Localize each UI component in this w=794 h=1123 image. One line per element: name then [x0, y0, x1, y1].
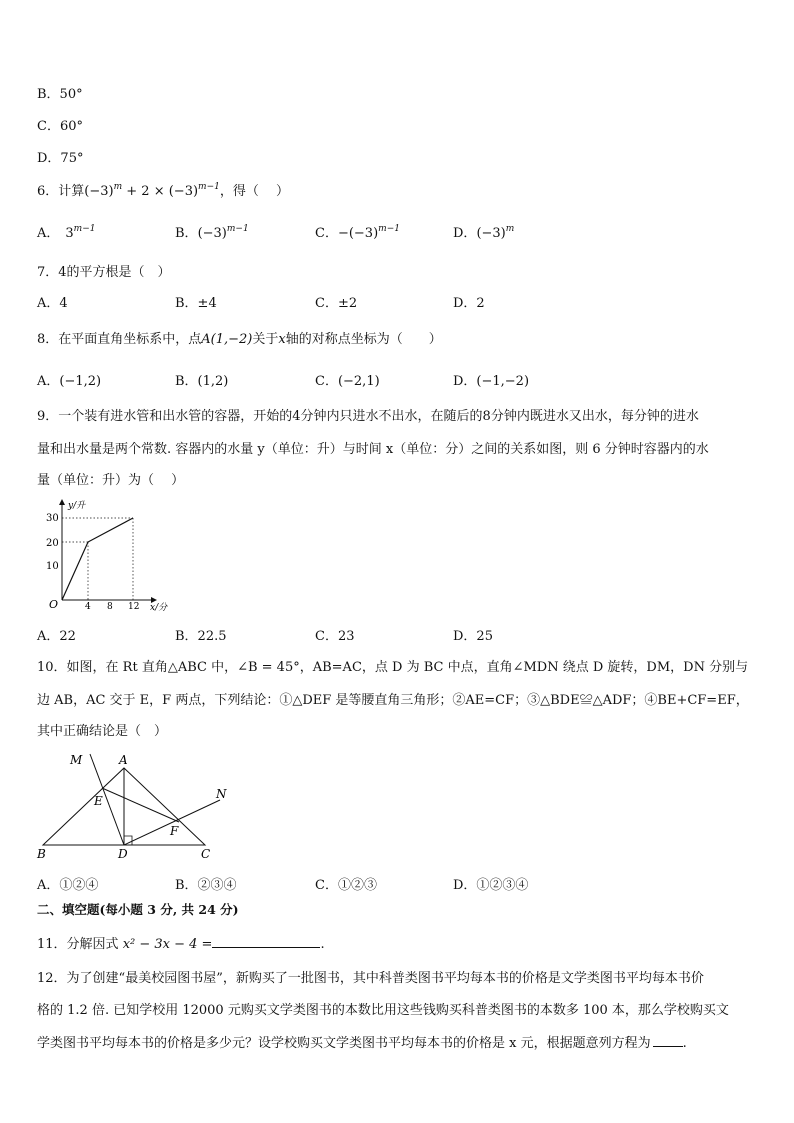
q12-line-3-text: 学类图书平均每本书的价格是多少元？设学校购买文学类图书平均每本书的价格是 x 元，根据题意列方程为 — [37, 1036, 651, 1051]
q8-option-c: C．(−2,1) — [315, 374, 380, 389]
label-e: E — [94, 794, 103, 808]
q11-suffix: . — [320, 937, 325, 952]
question-6 — [37, 180, 289, 199]
q8-mid: 关于 — [252, 332, 279, 347]
q6-option-a-label: A． — [37, 226, 60, 241]
q6-sup-a: m — [113, 182, 123, 192]
q9-ytick-30: 30 — [46, 513, 59, 524]
question-12-line-2: 格的 1.2 倍. 已知学校用 12000 元购买文学类图书的本数比用这些钱购买科普类图书的本数多 100 本，那么学校购买文 — [37, 1003, 729, 1018]
q9-ytick-10: 10 — [46, 561, 59, 572]
label-a: A — [119, 753, 128, 767]
label-b: B — [37, 847, 46, 861]
q6-expr-a: (−3) — [84, 184, 114, 199]
q9-ytick-20: 20 — [46, 538, 59, 549]
q6-option-b-sup: m−1 — [226, 224, 249, 234]
question-10-line-3: 其中正确结论是（ ） — [37, 724, 168, 739]
q8-option-d: D．(−1,−2) — [453, 374, 530, 389]
question-10-line-2: 边 AB，AC 交于 E，F 两点，下列结论：①△DEF 是等腰直角三角形；②AE=CF；③△BDE≌△ADF；④BE+CF=EF， — [37, 693, 749, 708]
q11-answer-blank[interactable] — [212, 935, 320, 948]
q6-option-c — [315, 222, 400, 241]
q6-sup-b: m−1 — [198, 182, 220, 192]
q6-prefix: 6．计算 — [37, 184, 85, 199]
q6-option-d-sup: m — [505, 224, 515, 234]
q10-option-d: D．①②③④ — [453, 878, 529, 893]
q8-suffix: 轴的对称点坐标为（ ） — [285, 332, 442, 347]
q6-option-b-base: (−3) — [197, 226, 227, 241]
q8-option-a: A．(−1,2) — [37, 374, 102, 389]
q9-option-c: C．23 — [315, 629, 355, 644]
question-11 — [37, 933, 325, 952]
q9-option-d: D．25 — [453, 629, 493, 644]
label-m: M — [70, 753, 83, 767]
q9-origin: O — [49, 598, 59, 611]
q6-option-a — [37, 222, 95, 241]
q10-option-c: C．①②③ — [315, 878, 377, 893]
section-2-heading: 二、填空题(每小题 3 分, 共 24 分) — [37, 902, 239, 917]
q8-option-b: B．(1,2) — [175, 374, 229, 389]
q6-option-a-base: 3 — [65, 226, 74, 241]
label-d: D — [118, 847, 128, 861]
question-9-line-3: 量（单位：升）为（ ） — [37, 473, 185, 488]
q9-option-a: A．22 — [37, 629, 76, 644]
q6-option-a-sup: m−1 — [73, 224, 96, 234]
q9-graph — [40, 496, 190, 616]
q9-water-line — [62, 518, 133, 600]
q9-ylabel: y/升 — [68, 501, 86, 511]
q6-option-c-base: −(−3) — [337, 226, 379, 241]
q7-option-d: D．2 — [453, 296, 485, 311]
option-d-q5: D．75° — [37, 151, 84, 166]
question-7: 7．4的平方根是（ ） — [37, 265, 171, 280]
q12-answer-blank[interactable] — [653, 1034, 683, 1047]
label-f: F — [170, 824, 179, 838]
question-9-line-1: 9．一个装有进水管和出水管的容器，开始的4分钟内只进水不出水，在随后的8分钟内既进水又出水，每分钟的进水 — [37, 409, 699, 424]
q6-option-c-label: C． — [315, 226, 338, 241]
q9-xtick-8: 8 — [107, 602, 113, 612]
q6-option-c-sup: m−1 — [378, 224, 400, 234]
q6-option-b — [175, 222, 249, 241]
question-12-line-3 — [37, 1032, 687, 1051]
q11-expr: x² − 3x − 4 = — [122, 937, 213, 952]
q9-xlabel: x/分 — [150, 603, 168, 613]
q7-option-b: B．±4 — [175, 296, 217, 311]
option-c-q5: C．60° — [37, 119, 83, 134]
q9-option-b: B．22.5 — [175, 629, 227, 644]
q6-expr-b: + 2 × (−3) — [122, 184, 199, 199]
q9-xtick-4: 4 — [85, 602, 91, 612]
q8-axis: x — [278, 332, 286, 347]
q6-option-b-label: B． — [175, 226, 198, 241]
q7-option-c: C．±2 — [315, 296, 358, 311]
label-n: N — [216, 787, 227, 801]
q10-figure — [34, 748, 249, 863]
q8-point: A(1,−2) — [201, 332, 253, 347]
question-8 — [37, 328, 442, 347]
question-9-line-2: 量和出水量是两个常数. 容器内的水量 y（单位：升）与时间 x（单位：分）之间的关系如图，则 6 分钟时容器内的水 — [37, 442, 709, 457]
q11-prefix: 11．分解因式 — [37, 937, 123, 952]
q10-option-a: A．①②④ — [37, 878, 99, 893]
q6-suffix: ，得（ ） — [219, 184, 289, 199]
question-12-line-1: 12．为了创建“最美校园图书屋”，新购买了一批图书，其中科普类图书平均每本书的价格是文学类图书平均每本书价 — [37, 971, 704, 986]
q6-option-d — [453, 222, 514, 241]
q12-suffix: . — [682, 1036, 687, 1051]
q7-option-a: A．4 — [37, 296, 68, 311]
q6-option-d-base: (−3) — [476, 226, 506, 241]
q6-option-d-label: D． — [453, 226, 477, 241]
ray-dn — [124, 800, 220, 845]
question-10-line-1: 10．如图，在 Rt 直角△ABC 中，∠B = 45°，AB=AC，点 D 为 BC 中点，直角∠MDN 绕点 D 旋转，DM，DN 分别与 — [37, 660, 749, 675]
q10-option-b: B．②③④ — [175, 878, 237, 893]
label-c: C — [201, 847, 211, 861]
option-b-q5: B．50° — [37, 87, 83, 102]
q9-xtick-12: 12 — [128, 602, 140, 612]
q8-prefix: 8．在平面直角坐标系中，点 — [37, 332, 202, 347]
